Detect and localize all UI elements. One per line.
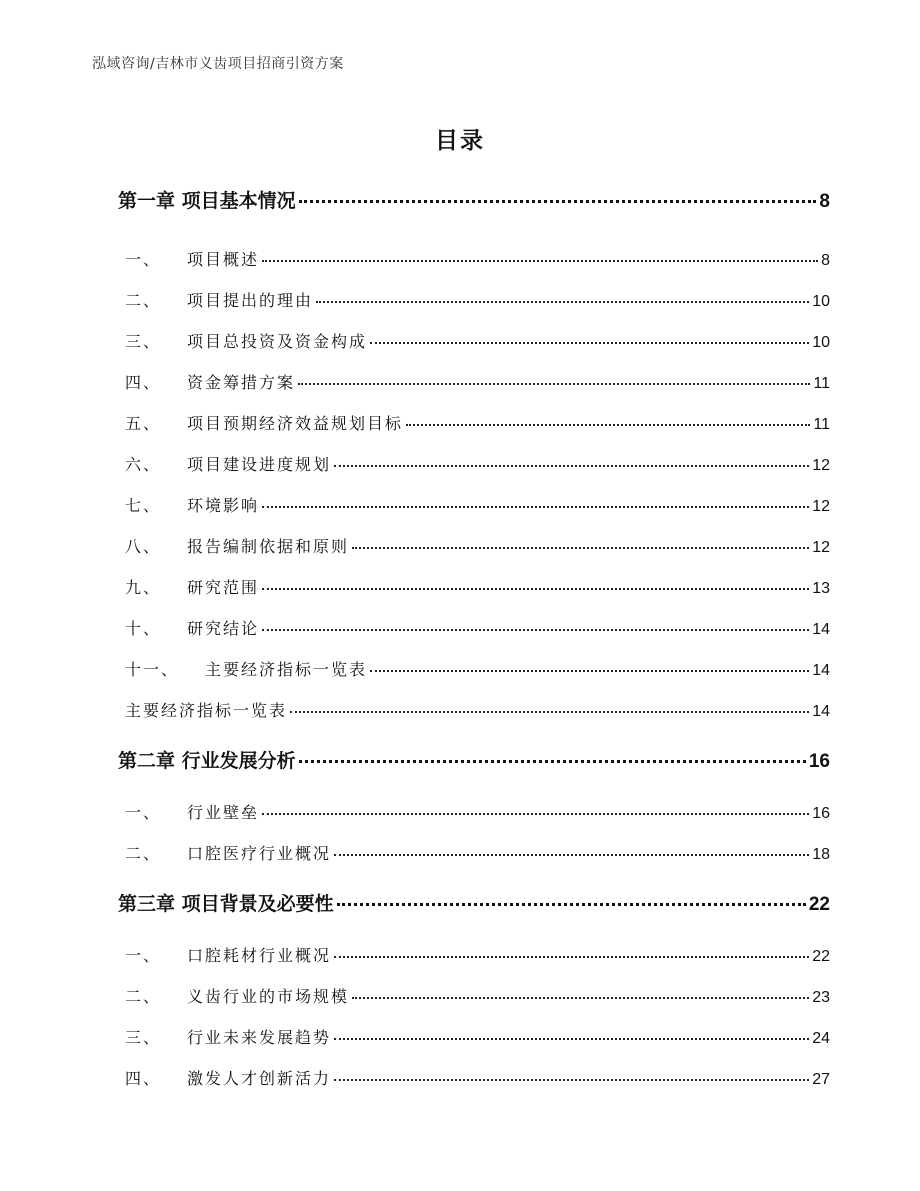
toc-entry-number: 十、: [125, 619, 162, 638]
toc-entry-page: 11: [813, 416, 830, 433]
toc-entry[interactable]: [92, 186, 830, 213]
toc-entry-page: 13: [812, 580, 830, 597]
toc-entry[interactable]: [125, 575, 830, 598]
toc-entry-label: 资金筹措方案: [187, 373, 296, 392]
toc-entry-page: 12: [812, 539, 830, 556]
toc-entry[interactable]: [125, 657, 830, 680]
toc-entry[interactable]: [125, 943, 830, 966]
toc-entry-page: 12: [812, 457, 830, 474]
toc-entry[interactable]: [125, 247, 830, 270]
toc-leader-dots: [352, 546, 809, 549]
toc-leader-dots: [406, 423, 810, 426]
toc-entry-label: 研究范围: [187, 578, 260, 597]
toc-leader-dots: [299, 759, 806, 763]
toc-entry[interactable]: [125, 329, 830, 352]
toc-entry-label: 项目建设进度规划: [187, 455, 332, 474]
toc-entry[interactable]: [92, 889, 830, 916]
toc-entry-label: 第二章 行业发展分析: [118, 750, 296, 772]
toc-entry-number: 四、: [125, 373, 162, 392]
toc-entry-page: 22: [808, 894, 830, 915]
toc-leader-dots: [334, 853, 809, 856]
toc-entry[interactable]: [125, 616, 830, 639]
toc-entry-page: 14: [812, 662, 830, 679]
toc-entry-number: 七、: [125, 496, 162, 515]
toc-leader-dots: [299, 199, 817, 203]
toc-entry-page: 22: [812, 948, 830, 965]
toc-entry-label: 第三章 项目背景及必要性: [118, 893, 334, 915]
toc-entry-number: 三、: [125, 1028, 162, 1047]
toc-entry-page: 16: [812, 805, 830, 822]
toc-leader-dots: [337, 902, 806, 906]
toc-leader-dots: [262, 628, 809, 631]
toc-entry-number: 二、: [125, 844, 162, 863]
toc-entry-page: 16: [808, 751, 830, 772]
toc-entry[interactable]: [125, 493, 830, 516]
toc-entry-page: 14: [812, 621, 830, 638]
toc-entry[interactable]: [92, 746, 830, 773]
toc-entry-number: 一、: [125, 946, 162, 965]
toc-entry-number: 四、: [125, 1069, 162, 1088]
toc-entry-page: 23: [812, 989, 830, 1006]
toc-entry-page: 10: [812, 293, 830, 310]
toc-entry[interactable]: [125, 1025, 830, 1048]
toc-entry-page: 8: [821, 252, 830, 269]
toc-entry-page: 10: [812, 334, 830, 351]
toc-leader-dots: [290, 710, 809, 713]
toc-entry-number: 八、: [125, 537, 162, 556]
toc-entry-number: 一、: [125, 250, 162, 269]
toc-entry[interactable]: [125, 452, 830, 475]
toc-entry[interactable]: [125, 534, 830, 557]
toc-entry-label: 主要经济指标一览表: [125, 701, 288, 720]
toc-leader-dots: [370, 669, 809, 672]
toc-leader-dots: [370, 341, 809, 344]
toc-leader-dots: [262, 812, 809, 815]
toc-entry-label: 激发人才创新活力: [187, 1069, 332, 1088]
toc-entry-label: 项目总投资及资金构成: [187, 332, 368, 351]
toc-entry-number: 九、: [125, 578, 162, 597]
toc-entry-number: 三、: [125, 332, 162, 351]
toc-entry-label: 行业未来发展趋势: [187, 1028, 332, 1047]
toc-entry-page: 24: [812, 1030, 830, 1047]
toc-leader-dots: [298, 382, 810, 385]
page-header: 泓域咨询/吉林市义齿项目招商引资方案: [92, 56, 344, 72]
toc-entry-label: 项目预期经济效益规划目标: [187, 414, 404, 433]
toc-entry[interactable]: [125, 984, 830, 1007]
toc-entry-label: 报告编制依据和原则: [187, 537, 350, 556]
toc-entry-label: 主要经济指标一览表: [205, 660, 368, 679]
toc-entry[interactable]: [125, 800, 830, 823]
toc-entry-page: 12: [812, 498, 830, 515]
toc-entry-page: 8: [819, 191, 830, 212]
toc-entry[interactable]: [125, 370, 830, 393]
toc-entry[interactable]: [125, 288, 830, 311]
toc-entry-page: 14: [812, 703, 830, 720]
toc-entry[interactable]: [125, 411, 830, 434]
toc-entry[interactable]: [125, 1066, 830, 1089]
toc-entry-number: 十一、: [125, 660, 180, 679]
toc-entry-page: 27: [812, 1071, 830, 1088]
toc-leader-dots: [334, 1037, 809, 1040]
toc-entry[interactable]: [125, 841, 830, 864]
toc-leader-dots: [352, 996, 809, 999]
toc-leader-dots: [262, 505, 809, 508]
toc-entry-number: 二、: [125, 291, 162, 310]
toc-entry-label: 行业壁垒: [187, 803, 260, 822]
toc-leader-dots: [262, 259, 818, 262]
toc-entry-label: 义齿行业的市场规模: [187, 987, 350, 1006]
toc-entry-label: 口腔耗材行业概况: [187, 946, 332, 965]
toc-entry-number: 六、: [125, 455, 162, 474]
toc-title: 目录: [435, 128, 485, 154]
toc-entry-number: 二、: [125, 987, 162, 1006]
toc-entry-number: 五、: [125, 414, 162, 433]
toc-entry-label: 环境影响: [187, 496, 260, 515]
toc-leader-dots: [334, 1078, 809, 1081]
toc-leader-dots: [334, 955, 809, 958]
toc-entry-label: 项目概述: [187, 250, 260, 269]
toc-leader-dots: [316, 300, 809, 303]
toc-entry-page: 11: [813, 375, 830, 392]
toc-leader-dots: [334, 464, 809, 467]
toc-entry[interactable]: [125, 698, 830, 721]
toc-entry-page: 18: [812, 846, 830, 863]
toc-leader-dots: [262, 587, 809, 590]
toc-entry-number: 一、: [125, 803, 162, 822]
toc-entry-label: 项目提出的理由: [187, 291, 314, 310]
toc-entry-label: 研究结论: [187, 619, 260, 638]
toc-entry-label: 第一章 项目基本情况: [118, 190, 296, 212]
toc-entry-label: 口腔医疗行业概况: [187, 844, 332, 863]
